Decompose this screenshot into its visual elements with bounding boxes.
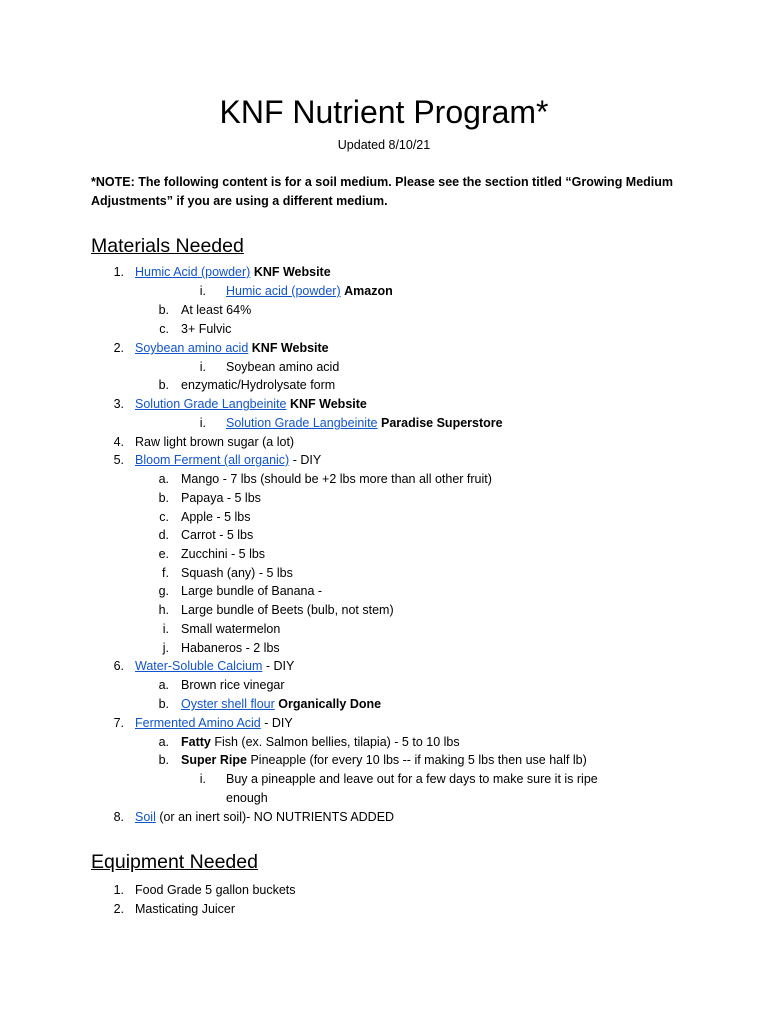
list-item xyxy=(226,282,393,301)
list-marker: i. xyxy=(162,622,169,636)
list-marker: 8. xyxy=(113,810,124,824)
list-item: Masticating Juicer xyxy=(135,902,236,916)
list-item xyxy=(181,695,381,714)
materials-heading: Materials Needed xyxy=(91,235,244,257)
langbeinite-link[interactable]: Solution Grade Langbeinite xyxy=(135,397,287,411)
list-item-suffix: (or an inert soil)- NO NUTRIENTS ADDED xyxy=(155,810,395,824)
list-marker: b. xyxy=(158,303,169,317)
humic-acid-link[interactable]: Humic Acid (powder) xyxy=(135,265,251,279)
updated-date: Updated 8/10/21 xyxy=(337,138,431,152)
list-marker: 1. xyxy=(113,883,124,897)
list-marker: i. xyxy=(199,284,206,298)
list-marker: h. xyxy=(158,603,169,617)
document-title: KNF Nutrient Program* xyxy=(219,94,549,130)
list-item xyxy=(135,451,321,470)
list-item: Raw light brown sugar (a lot) xyxy=(135,435,295,449)
list-item: Buy a pineapple and leave out for a few days to make sure it is ripe xyxy=(226,772,598,786)
list-item: Mango - 7 lbs (should be +2 lbs more than all other fruit) xyxy=(181,472,492,486)
list-item xyxy=(135,808,394,827)
source-label: Paradise Superstore xyxy=(381,416,503,430)
list-item xyxy=(135,714,293,733)
note-paragraph: *NOTE: The following content is for a soil medium. Please see the section titled “Growing Medium Adjustments” if you are using a different medium. xyxy=(91,175,674,208)
list-marker: 2. xyxy=(113,341,124,355)
list-item: Carrot - 5 lbs xyxy=(181,528,254,542)
list-marker: e. xyxy=(158,547,169,561)
list-item xyxy=(135,395,367,414)
soil-link[interactable]: Soil xyxy=(135,810,156,824)
list-marker: b. xyxy=(158,491,169,505)
list-item-text: Pineapple (for every 10 lbs -- if making 5 lbs then use half lb) xyxy=(247,753,587,767)
list-item: 3+ Fulvic xyxy=(181,322,232,336)
list-item: Zucchini - 5 lbs xyxy=(181,547,266,561)
list-item xyxy=(181,733,460,752)
list-marker: i. xyxy=(199,360,206,374)
list-item-continuation: enough xyxy=(226,791,268,805)
list-marker: 2. xyxy=(113,902,124,916)
list-marker: j. xyxy=(162,641,169,655)
humic-acid-amazon-link[interactable]: Humic acid (powder) xyxy=(226,284,341,298)
list-item: Brown rice vinegar xyxy=(181,678,285,692)
list-marker: g. xyxy=(158,584,169,598)
soybean-amino-acid-link[interactable]: Soybean amino acid xyxy=(135,341,249,355)
list-marker: 1. xyxy=(113,265,124,279)
list-item: Large bundle of Beets (bulb, not stem) xyxy=(181,603,394,617)
list-item: Large bundle of Banana - xyxy=(181,584,323,598)
list-marker: 5. xyxy=(113,453,124,467)
list-marker: d. xyxy=(158,528,169,542)
list-item: Squash (any) - 5 lbs xyxy=(181,566,293,580)
list-marker: 4. xyxy=(113,435,124,449)
fermented-amino-acid-link[interactable]: Fermented Amino Acid xyxy=(135,716,261,730)
equipment-heading: Equipment Needed xyxy=(91,851,258,873)
list-item-suffix: - DIY xyxy=(260,716,293,730)
list-marker: 6. xyxy=(113,659,124,673)
list-item: Small watermelon xyxy=(181,622,281,636)
source-label: KNF Website xyxy=(251,341,329,355)
source-label: Organically Done xyxy=(278,697,382,711)
list-item: Papaya - 5 lbs xyxy=(181,491,261,505)
list-marker: c. xyxy=(159,322,169,336)
list-marker: a. xyxy=(158,678,169,692)
list-marker: a. xyxy=(158,735,169,749)
list-marker: c. xyxy=(159,510,169,524)
list-item xyxy=(226,414,503,433)
list-marker: i. xyxy=(199,772,206,786)
bloom-ferment-link[interactable]: Bloom Ferment (all organic) xyxy=(135,453,290,467)
source-label: Amazon xyxy=(344,284,393,298)
source-label: KNF Website xyxy=(290,397,367,411)
list-marker: b. xyxy=(158,378,169,392)
list-item: At least 64% xyxy=(181,303,252,317)
list-item xyxy=(135,657,294,676)
langbeinite-paradise-link[interactable]: Solution Grade Langbeinite xyxy=(226,416,378,430)
list-item xyxy=(181,751,587,770)
list-item: Food Grade 5 gallon buckets xyxy=(135,883,296,897)
list-marker: b. xyxy=(158,753,169,767)
list-item xyxy=(135,339,329,358)
list-marker: b. xyxy=(158,697,169,711)
oyster-shell-flour-link[interactable]: Oyster shell flour xyxy=(181,697,275,711)
list-item-suffix: - DIY xyxy=(262,659,295,673)
list-item: Habaneros - 2 lbs xyxy=(181,641,280,655)
list-marker: f. xyxy=(162,566,169,580)
list-item: Soybean amino acid xyxy=(226,360,340,374)
list-item: enzymatic/Hydrolysate form xyxy=(181,378,336,392)
list-item-suffix: - DIY xyxy=(289,453,322,467)
list-marker: 7. xyxy=(113,716,124,730)
list-item xyxy=(135,263,331,282)
list-item-text: Fish (ex. Salmon bellies, tilapia) - 5 to 10 lbs xyxy=(210,735,460,749)
emphasis-text: Fatty xyxy=(181,735,211,749)
source-label: KNF Website xyxy=(253,265,331,279)
water-soluble-calcium-link[interactable]: Water-Soluble Calcium xyxy=(135,659,263,673)
list-marker: 3. xyxy=(113,397,124,411)
emphasis-text: Super Ripe xyxy=(181,753,247,767)
list-item: Apple - 5 lbs xyxy=(181,510,251,524)
list-marker: a. xyxy=(158,472,169,486)
list-marker: i. xyxy=(199,416,206,430)
